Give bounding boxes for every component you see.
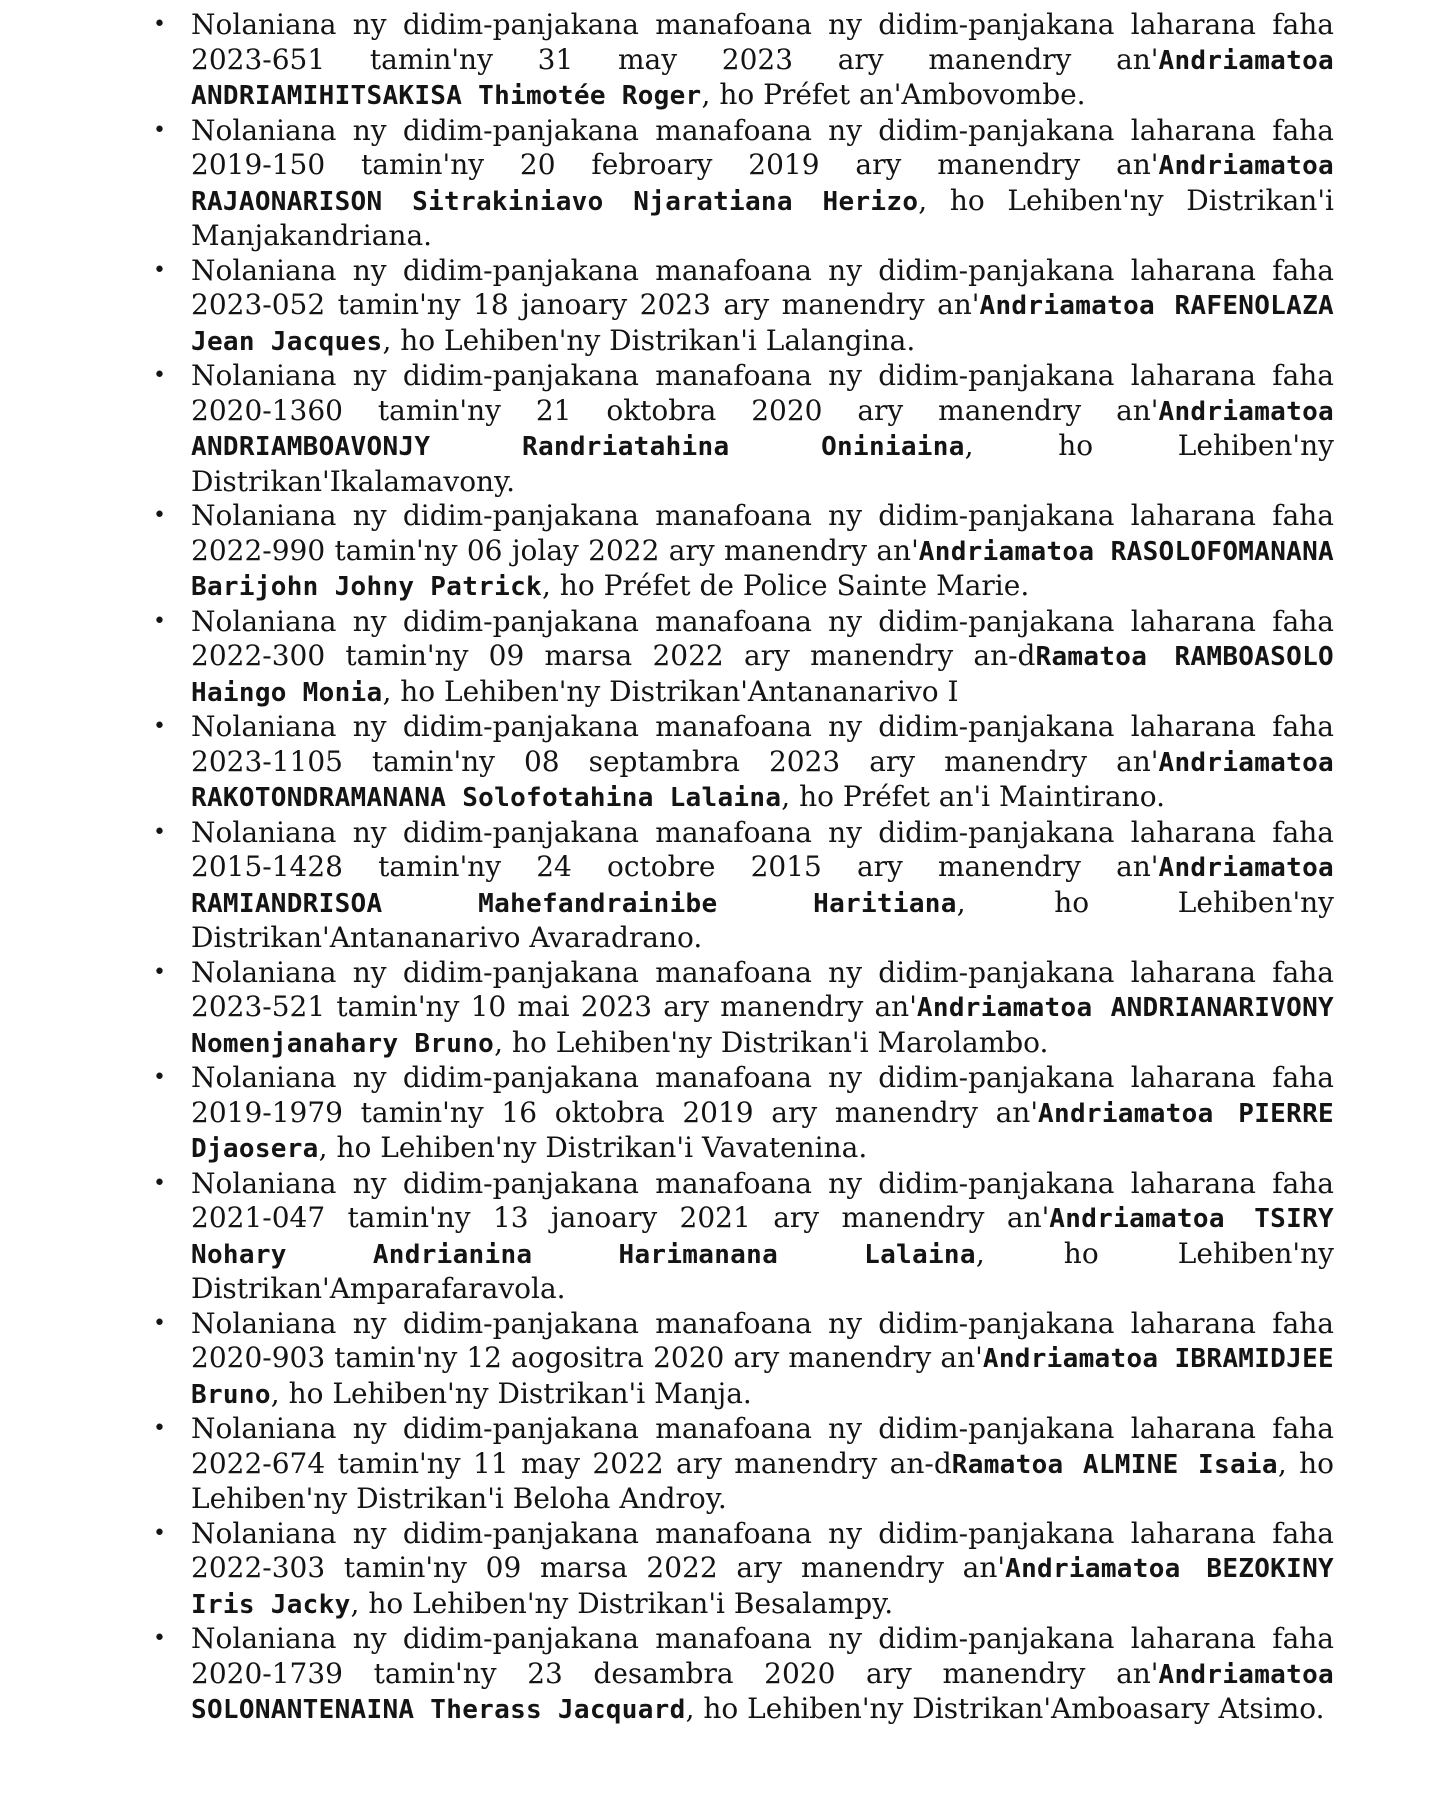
decisions-list (153, 8, 1335, 1728)
decision-post: , ho Lehiben'ny Distrikan'Amparafaravola. (191, 1236, 1334, 1305)
decision-post: , ho Lehiben'ny Distrikan'Ikalamavony. (191, 429, 1334, 498)
decision-lead: Nolaniana ny didim-panjakana manafoana ny didim-panjakana laharana faha 2022-303 tamin'ny 09 marsa 2022 ary manendry an' (191, 1516, 1334, 1584)
list-item (153, 499, 1335, 605)
appointee-name: Andriamatoa RASOLOFOMANANA Barijohn Johny Patrick (191, 536, 1335, 602)
list-item (153, 1412, 1334, 1517)
decision-post: , ho Lehiben'ny Distrikan'Antananarivo I (382, 674, 959, 708)
bullet-icon: • (153, 819, 166, 845)
appointee-name: Andriamatoa RAMIANDRISOA Mahefandrainibe Haritiana (191, 853, 1334, 919)
list-item (153, 113, 1334, 254)
appointee-name: Andriamatoa TSIRY Nohary Andrianina Harimanana Lalaina (191, 1204, 1334, 1270)
appointee-name: Andriamatoa BEZOKINY Iris Jacky (191, 1554, 1334, 1620)
decision-post: , ho Lehiben'ny Distrikan'i Manja. (270, 1376, 752, 1410)
bullet-icon: • (153, 1520, 166, 1546)
bullet-icon: • (153, 959, 166, 985)
bullet-icon: • (153, 1416, 166, 1441)
decision-lead: Nolaniana ny didim-panjakana manafoana ny didim-panjakana laharana faha 2019-150 tamin'ny 20 febroary 2019 ary manendry an' (191, 113, 1334, 181)
decision-lead: Nolaniana ny didim-panjakana manafoana ny didim-panjakana laharana faha 2022-300 tamin'ny 09 marsa 2022 ary manendry an-d (191, 604, 1334, 672)
appointee-name: Andriamatoa ANDRIAMIHITSAKISA Thimotée Roger (191, 45, 1334, 111)
decision-lead: Nolaniana ny didim-panjakana manafoana ny didim-panjakana laharana faha 2022-990 tamin'ny 06 jolay 2022 ary manendry an' (191, 499, 1334, 567)
decision-post: , ho Lehiben'ny Distrikan'i Marolambo. (494, 1025, 1049, 1059)
bullet-icon: • (153, 257, 166, 283)
bullet-icon: • (153, 117, 166, 143)
decision-lead: Nolaniana ny didim-panjakana manafoana ny didim-panjakana laharana faha 2023-521 tamin'ny 10 mai 2023 ary manendry an' (191, 955, 1334, 1023)
decision-lead: Nolaniana ny didim-panjakana manafoana ny didim-panjakana laharana faha 2019-1979 tamin'ny 16 oktobra 2019 ary manendry an' (191, 1061, 1334, 1129)
bullet-icon: • (153, 714, 166, 739)
decision-lead: Nolaniana ny didim-panjakana manafoana ny didim-panjakana laharana faha 2023-1105 tamin'ny 08 septambra 2023 ary manendry an' (191, 710, 1334, 778)
decision-post: , ho Lehiben'ny Distrikan'i Besalampy. (350, 1586, 894, 1620)
decision-post: , ho Lehiben'ny Distrikan'Amboasary Atsimo. (685, 1692, 1325, 1725)
decision-lead: Nolaniana ny didim-panjakana manafoana ny didim-panjakana laharana faha 2020-1360 tamin'ny 21 oktobra 2020 ary manendry an' (191, 359, 1334, 427)
appointee-name: Ramatoa RAMBOASOLO Haingo Monia (191, 642, 1334, 708)
bullet-icon: • (153, 1170, 166, 1196)
list-item (153, 359, 1334, 499)
list-item (153, 8, 1334, 114)
appointee-name: Andriamatoa SOLONANTENAINA Therass Jacquard (191, 1659, 1334, 1725)
decision-post: , ho Préfet an'Ambovombe. (701, 78, 1086, 111)
list-item (153, 1516, 1334, 1623)
appointee-name: Andriamatoa RAJAONARISON Sitrakiniavo Njaratiana Herizo (191, 151, 1334, 217)
decision-post: , ho Lehiben'ny Distrikan'i Lalangina. (382, 323, 916, 357)
decision-post: , ho Lehiben'ny Distrikan'i Beloha Androy. (191, 1446, 1334, 1515)
decision-post: , ho Lehiben'ny Distrikan'i Vavatenina. (318, 1131, 868, 1164)
decision-lead: Nolaniana ny didim-panjakana manafoana ny didim-panjakana laharana faha 2021-047 tamin'ny 13 janoary 2021 ary manendry an' (191, 1166, 1334, 1234)
decision-post: , ho Préfet an'i Maintirano. (781, 780, 1165, 813)
bullet-icon: • (153, 1310, 166, 1336)
bullet-icon: • (153, 503, 166, 528)
list-item (153, 1166, 1334, 1307)
appointee-name: Andriamatoa RAFENOLAZA Jean Jacques (191, 291, 1334, 357)
decision-post: , ho Lehiben'ny Distrikan'Antananarivo Avaradrano. (191, 885, 1334, 954)
bullet-icon: • (153, 363, 166, 388)
bullet-icon: • (153, 608, 166, 634)
appointee-name: Ramatoa ALMINE Isaia (951, 1449, 1278, 1480)
decision-post: , ho Préfet de Police Sainte Marie. (541, 569, 1030, 602)
appointee-name: Andriamatoa RAKOTONDRAMANANA Solofotahina Lalaina (191, 747, 1334, 813)
decision-lead: Nolaniana ny didim-panjakana manafoana ny didim-panjakana laharana faha 2020-903 tamin'ny 12 aogositra 2020 ary manendry an' (191, 1306, 1334, 1374)
decision-lead: Nolaniana ny didim-panjakana manafoana ny didim-panjakana laharana faha 2023-052 tamin'ny 18 janoary 2023 ary manendry an' (191, 253, 1334, 321)
appointee-name: Andriamatoa ANDRIANARIVONY Nomenjanahary Bruno (191, 993, 1334, 1059)
decision-lead: Nolaniana ny didim-panjakana manafoana ny didim-panjakana laharana faha 2020-1739 tamin'ny 23 desambra 2020 ary manendry an' (191, 1622, 1334, 1690)
appointee-name: Andriamatoa PIERRE Djaosera (191, 1098, 1334, 1164)
list-item (153, 955, 1334, 1062)
decision-lead: Nolaniana ny didim-panjakana manafoana ny didim-panjakana laharana faha 2015-1428 tamin'ny 24 octobre 2015 ary manendry an' (191, 815, 1334, 883)
list-item (153, 604, 1334, 711)
decision-post: , ho Lehiben'ny Distrikan'i Manjakandriana. (191, 183, 1334, 252)
decision-lead: Nolaniana ny didim-panjakana manafoana ny didim-panjakana laharana faha 2023-651 tamin'ny 31 may 2023 ary manendry an' (191, 8, 1334, 76)
bullet-icon: • (153, 1626, 166, 1651)
bullet-icon: • (153, 1065, 166, 1090)
list-item (153, 710, 1334, 816)
list-item (153, 815, 1334, 956)
decision-lead: Nolaniana ny didim-panjakana manafoana ny didim-panjakana laharana faha 2022-674 tamin'ny 11 may 2022 ary manendry an-d (191, 1412, 1334, 1480)
list-item (153, 253, 1334, 360)
list-item (153, 1306, 1334, 1413)
appointee-name: Andriamatoa IBRAMIDJEE Bruno (191, 1344, 1334, 1410)
list-item (153, 1622, 1334, 1728)
list-item (153, 1061, 1334, 1167)
bullet-icon: • (153, 12, 166, 37)
appointee-name: Andriamatoa ANDRIAMBOAVONJY Randriatahina Oniniaina (191, 396, 1334, 462)
